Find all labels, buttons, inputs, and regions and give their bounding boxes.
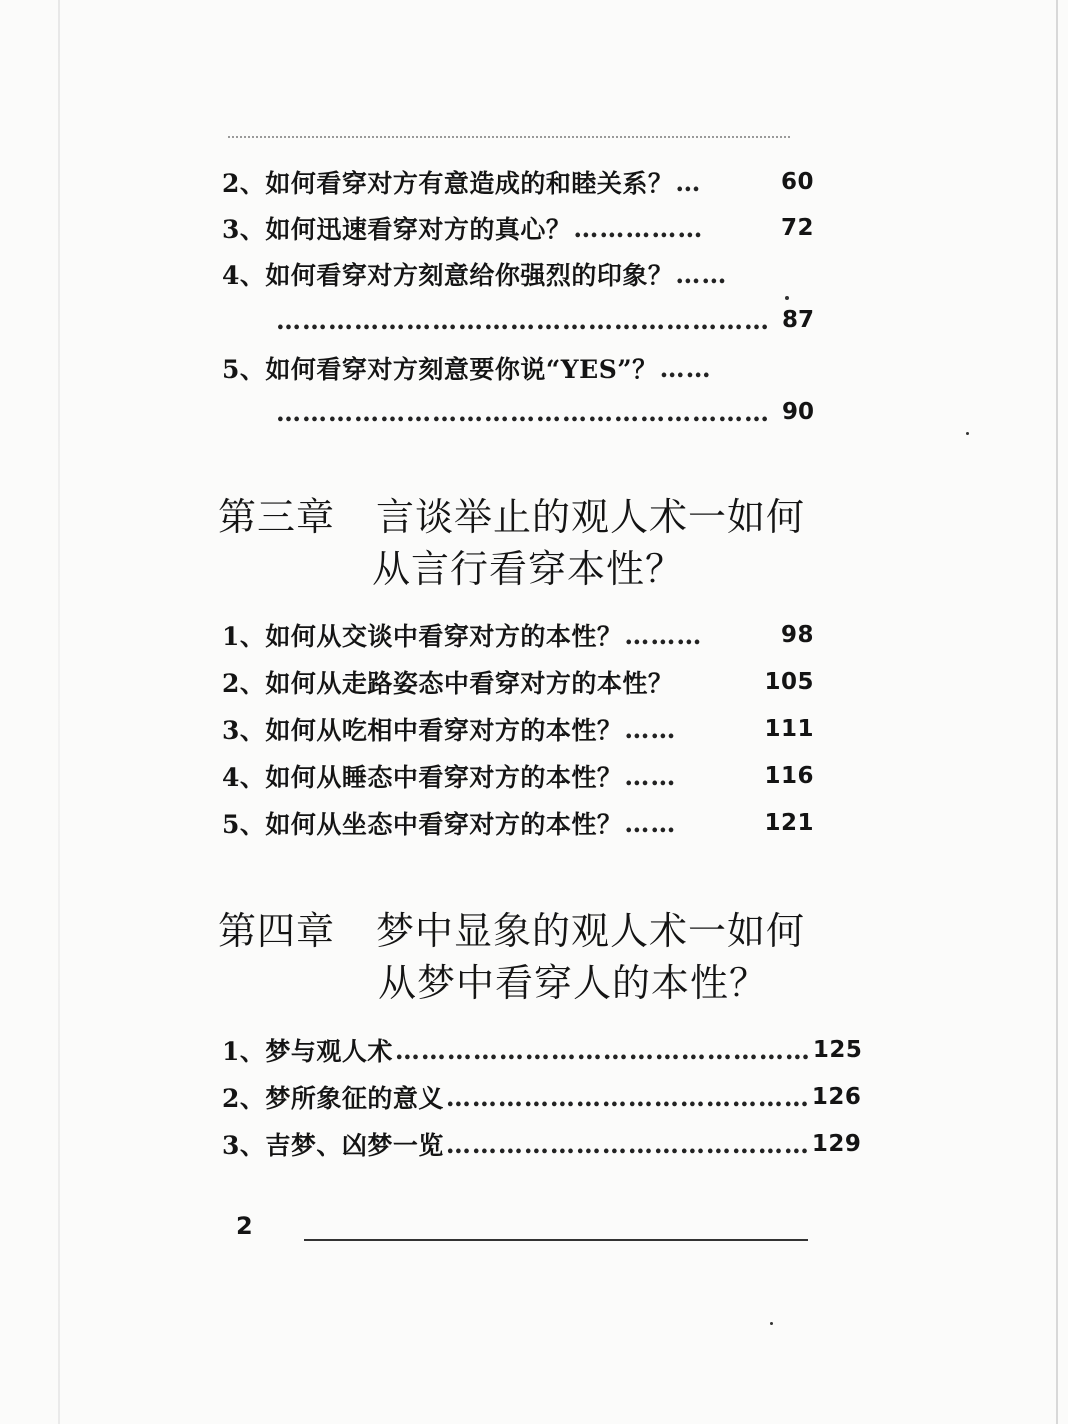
entry-title: 如何看穿对方有意造成的和睦关系？ — [265, 169, 674, 198]
entry-page-number: 111 — [764, 716, 814, 742]
entry-page-number: 121 — [764, 810, 814, 836]
dot-leader: …………………………………… — [445, 1129, 810, 1159]
entry-title: 如何从交谈中看穿对方的本性？ — [265, 622, 623, 651]
entry-page-number: 60 — [780, 169, 814, 195]
toc-entry-continuation[interactable] — [276, 302, 814, 338]
entry-number: 4、 — [222, 261, 266, 290]
entry-page-number: 98 — [780, 622, 814, 648]
entry-number: 2、 — [222, 169, 266, 198]
toc-entry[interactable] — [222, 256, 814, 292]
page-edge-right — [1056, 0, 1058, 1424]
entry-title: 如何从走路姿态中看穿对方的本性？ — [265, 669, 674, 698]
entry-title: 如何从坐态中看穿对方的本性？ — [265, 810, 623, 839]
toc-entry[interactable] — [222, 758, 814, 794]
dot-leader: …… — [675, 259, 728, 289]
toc-entry[interactable] — [222, 711, 814, 747]
dot-leader: … — [675, 167, 702, 197]
entry-page-number: 105 — [764, 669, 814, 695]
chapter-title: 言谈举止的观人术一如何 — [376, 495, 806, 539]
entry-page-number: 116 — [764, 763, 814, 789]
toc-entry[interactable] — [222, 1126, 862, 1162]
dot-leader: …… — [624, 808, 677, 838]
chapter-title: 梦中显象的观人术一如何 — [376, 909, 806, 953]
page-edge-left — [58, 0, 60, 1424]
entry-title: 如何看穿对方刻意要你说“YES”？ — [265, 355, 658, 384]
entry-number: 3、 — [222, 716, 266, 745]
toc-entry[interactable] — [222, 350, 814, 386]
footer-rule — [304, 1239, 808, 1241]
entry-number: 2、 — [222, 1084, 266, 1113]
chapter-label: 第四章 — [218, 909, 336, 953]
stray-dot-mark — [966, 432, 969, 435]
top-dotted-rule — [228, 136, 790, 138]
dot-leader: …………………………………… — [445, 1082, 810, 1112]
chapter-label: 第三章 — [218, 495, 336, 539]
stray-dot-mark — [785, 296, 789, 300]
entry-title: 如何从睡态中看穿对方的本性？ — [265, 763, 623, 792]
entry-title: 如何从吃相中看穿对方的本性？ — [265, 716, 623, 745]
chapter-title-line-2: 从言行看穿本性？ — [372, 547, 685, 591]
entry-number: 3、 — [222, 215, 266, 244]
toc-entry[interactable] — [222, 210, 814, 246]
toc-entry-continuation[interactable] — [276, 394, 814, 430]
entry-title: 如何看穿对方刻意给你强烈的印象？ — [265, 261, 674, 290]
chapter-title-line-2: 从梦中看穿人的本性？ — [378, 961, 769, 1005]
entry-page-number: 87 — [781, 307, 814, 333]
dot-leader: …… — [659, 353, 712, 383]
dot-leader: ………………………………………………… — [276, 305, 770, 335]
entry-number: 1、 — [222, 1037, 266, 1066]
entry-number: 5、 — [222, 355, 266, 384]
toc-entry[interactable] — [222, 664, 814, 700]
dot-leader: ……… — [624, 620, 703, 650]
entry-title: 梦与观人术 — [265, 1037, 393, 1066]
entry-page-number: 72 — [780, 215, 814, 241]
toc-entry[interactable] — [222, 1032, 863, 1068]
entry-number: 1、 — [222, 622, 266, 651]
entry-number: 2、 — [222, 669, 266, 698]
entry-page-number: 126 — [811, 1084, 862, 1110]
dot-leader: ………………………………………………… — [276, 397, 770, 427]
entry-number: 5、 — [222, 810, 266, 839]
dot-leader: ………………………………………… — [394, 1035, 811, 1065]
dot-leader: …… — [624, 761, 677, 791]
entry-number: 4、 — [222, 763, 266, 792]
entry-title: 吉梦、凶梦一览 — [265, 1131, 444, 1160]
entry-title: 梦所象征的意义 — [265, 1084, 444, 1113]
entry-page-number: 90 — [781, 399, 814, 425]
toc-entry[interactable] — [222, 617, 814, 653]
entry-number: 3、 — [222, 1131, 266, 1160]
entry-title: 如何迅速看穿对方的真心？ — [265, 215, 572, 244]
stray-dot-mark — [770, 1322, 773, 1325]
page-number: 2 — [236, 1212, 253, 1240]
dot-leader: …… — [624, 714, 677, 744]
entry-page-number: 125 — [812, 1037, 863, 1063]
toc-entry[interactable] — [222, 805, 814, 841]
toc-entry[interactable] — [222, 1079, 862, 1115]
entry-page-number: 129 — [811, 1131, 862, 1157]
toc-entry[interactable] — [222, 164, 814, 200]
dot-leader: …………… — [573, 213, 704, 243]
